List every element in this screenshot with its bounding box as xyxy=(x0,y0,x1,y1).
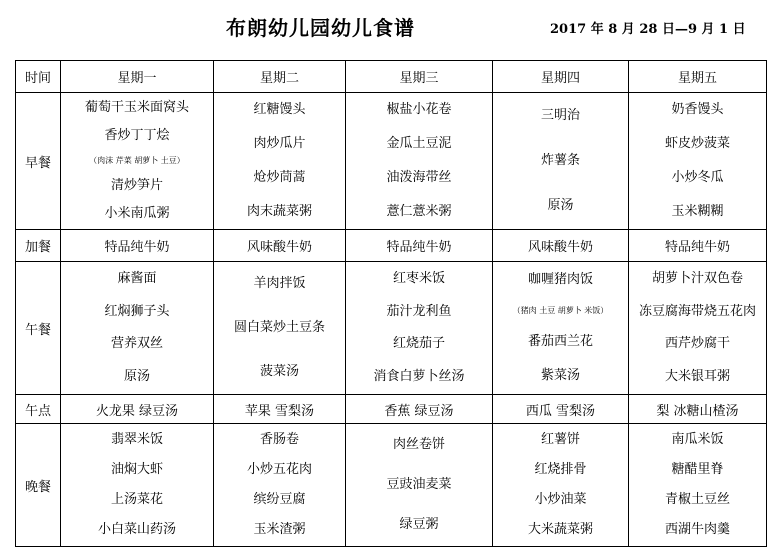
header-day-cell: 星期二 xyxy=(214,61,346,93)
dish-item: 翡翠米饭 xyxy=(110,431,163,447)
dish-item: 番茄西兰花 xyxy=(527,334,593,350)
menu-cell xyxy=(493,395,629,424)
dish-item: 苹果 雪梨汤 xyxy=(244,403,315,419)
dish-item: 炝炒茼蒿 xyxy=(253,169,306,185)
dish-item: 圆白菜炒土豆条 xyxy=(233,319,325,335)
dish-item: 西瓜 雪梨汤 xyxy=(525,403,596,419)
dish-item: 特品纯牛奶 xyxy=(104,240,170,255)
dish-item: 小白菜山药汤 xyxy=(97,522,176,538)
dish-item: 三明治 xyxy=(540,108,580,123)
dish-item: 薏仁薏米粥 xyxy=(386,203,452,219)
dish-item: 肉末蔬菜粥 xyxy=(246,203,312,219)
dish-item: 紫菜汤 xyxy=(540,368,580,384)
dish-item: 炸薯条 xyxy=(540,153,580,168)
dish-item: 红焖狮子头 xyxy=(104,303,170,319)
dish-item: 油焖大虾 xyxy=(110,461,163,477)
dish-item: 特品纯牛奶 xyxy=(386,240,452,255)
menu-cell xyxy=(61,230,214,262)
dish-item: 金瓜土豆泥 xyxy=(386,136,452,152)
meal-label: 早餐 xyxy=(16,93,61,230)
dish-item: 缤纷豆腐 xyxy=(253,492,306,508)
dish-item: 上汤菜花 xyxy=(110,492,163,508)
dish-item: 原汤 xyxy=(547,198,574,213)
dish-item: 红烧排骨 xyxy=(534,461,587,477)
dish-item: 葡萄干玉米面窝头 xyxy=(84,99,189,115)
dish-item: 咖喱猪肉饭 xyxy=(527,271,593,287)
page-title: 布朗幼儿园幼儿食谱 xyxy=(226,16,415,40)
dish-item: 火龙果 绿豆汤 xyxy=(95,403,179,419)
dish-item: 清炒笋片 xyxy=(110,178,163,194)
dish-item: 菠菜汤 xyxy=(259,363,299,379)
header-day-cell: 星期一 xyxy=(61,61,214,93)
dish-item: 小炒冬瓜 xyxy=(671,169,724,185)
menu-cell xyxy=(629,424,767,547)
menu-cell xyxy=(493,424,629,547)
menu-cell xyxy=(61,93,214,230)
dish-item: 红糖馒头 xyxy=(253,102,306,118)
dish-item: 红烧茄子 xyxy=(392,336,445,352)
menu-cell xyxy=(214,424,346,547)
header-day-cell: 星期四 xyxy=(493,61,629,93)
menu-cell xyxy=(214,395,346,424)
dish-item: 虾皮炒菠菜 xyxy=(664,136,730,152)
dish-item: 羊肉拌饭 xyxy=(253,276,306,292)
dish-item: 茄汁龙利鱼 xyxy=(386,303,452,319)
menu-cell xyxy=(346,262,493,395)
dish-item: 风味酸牛奶 xyxy=(246,240,312,255)
dish-item: 香蕉 绿豆汤 xyxy=(384,403,454,419)
dish-item: 消食白萝卜丝汤 xyxy=(373,369,465,385)
dish-item: 西芹炒腐干 xyxy=(664,336,730,352)
dish-item: 红薯饼 xyxy=(540,431,580,447)
meal-label: 加餐 xyxy=(16,230,61,262)
header-row xyxy=(16,61,767,93)
header-day-cell: 星期五 xyxy=(629,61,767,93)
dish-item: 冻豆腐海带烧五花肉 xyxy=(638,303,756,319)
dish-item: 小炒五花肉 xyxy=(246,461,312,477)
menu-cell xyxy=(346,395,493,424)
dish-item: 风味酸牛奶 xyxy=(527,240,593,255)
menu-cell xyxy=(629,230,767,262)
dish-item: 营养双丝 xyxy=(110,336,163,352)
menu-cell xyxy=(61,262,214,395)
meal-label: 午点 xyxy=(16,395,61,424)
meal-row xyxy=(16,262,767,395)
dish-item: 红枣米饭 xyxy=(392,270,445,286)
dish-item: 绿豆粥 xyxy=(399,517,439,533)
menu-cell xyxy=(629,262,767,395)
menu-cell xyxy=(61,395,214,424)
dish-item: 香肠卷 xyxy=(259,431,299,447)
menu-cell xyxy=(346,230,493,262)
menu-cell xyxy=(493,262,629,395)
header-time-cell: 时间 xyxy=(16,61,61,93)
dish-item: 玉米糊糊 xyxy=(671,203,724,219)
menu-cell xyxy=(346,93,493,230)
ingredient-note: （肉沫 芹菜 胡萝卜 土豆） xyxy=(89,155,185,165)
dish-item: 肉丝卷饼 xyxy=(392,436,445,452)
menu-cell xyxy=(493,230,629,262)
menu-cell xyxy=(214,262,346,395)
header-day-cell: 星期三 xyxy=(346,61,493,93)
dish-item: 玉米渣粥 xyxy=(253,522,306,538)
meal-row xyxy=(16,395,767,424)
menu-cell xyxy=(346,424,493,547)
dish-item: 糖醋里脊 xyxy=(671,461,724,477)
meal-row xyxy=(16,93,767,230)
menu-table xyxy=(15,60,767,547)
dish-item: 西湖牛肉羹 xyxy=(664,522,730,538)
dish-item: 大米蔬菜粥 xyxy=(527,522,593,538)
dish-item: 小米南瓜粥 xyxy=(104,206,170,222)
dish-item: 梨 冰糖山楂汤 xyxy=(656,403,739,419)
meal-label: 晚餐 xyxy=(16,424,61,547)
dish-item: 奶香馒头 xyxy=(671,102,724,118)
meal-label: 午餐 xyxy=(16,262,61,395)
dish-item: 大米银耳粥 xyxy=(664,369,730,385)
dish-item: 南瓜米饭 xyxy=(671,431,724,447)
dish-item: 原汤 xyxy=(123,369,150,385)
menu-cell xyxy=(629,93,767,230)
dish-item: 特品纯牛奶 xyxy=(664,240,730,255)
dish-item: 麻酱面 xyxy=(117,270,157,286)
menu-cell xyxy=(214,93,346,230)
menu-cell xyxy=(493,93,629,230)
dish-item: 胡萝卜汁双色卷 xyxy=(651,270,743,286)
menu-cell xyxy=(629,395,767,424)
menu-cell xyxy=(61,424,214,547)
dish-item: 油泼海带丝 xyxy=(386,169,452,185)
date-range: 2017 年 8 月 28 日—9 月 1 日 xyxy=(550,22,746,37)
dish-item: 豆豉油麦菜 xyxy=(386,476,452,492)
dish-item: 小炒油菜 xyxy=(534,492,587,508)
dish-item: 肉炒瓜片 xyxy=(253,136,306,152)
ingredient-note: （猪肉 土豆 胡萝卜 米饭） xyxy=(512,305,609,315)
menu-cell xyxy=(214,230,346,262)
dish-item: 椒盐小花卷 xyxy=(386,102,452,118)
dish-item: 香炒丁丁烩 xyxy=(104,127,170,143)
meal-row xyxy=(16,424,767,547)
dish-item: 青椒土豆丝 xyxy=(664,492,730,508)
meal-row xyxy=(16,230,767,262)
